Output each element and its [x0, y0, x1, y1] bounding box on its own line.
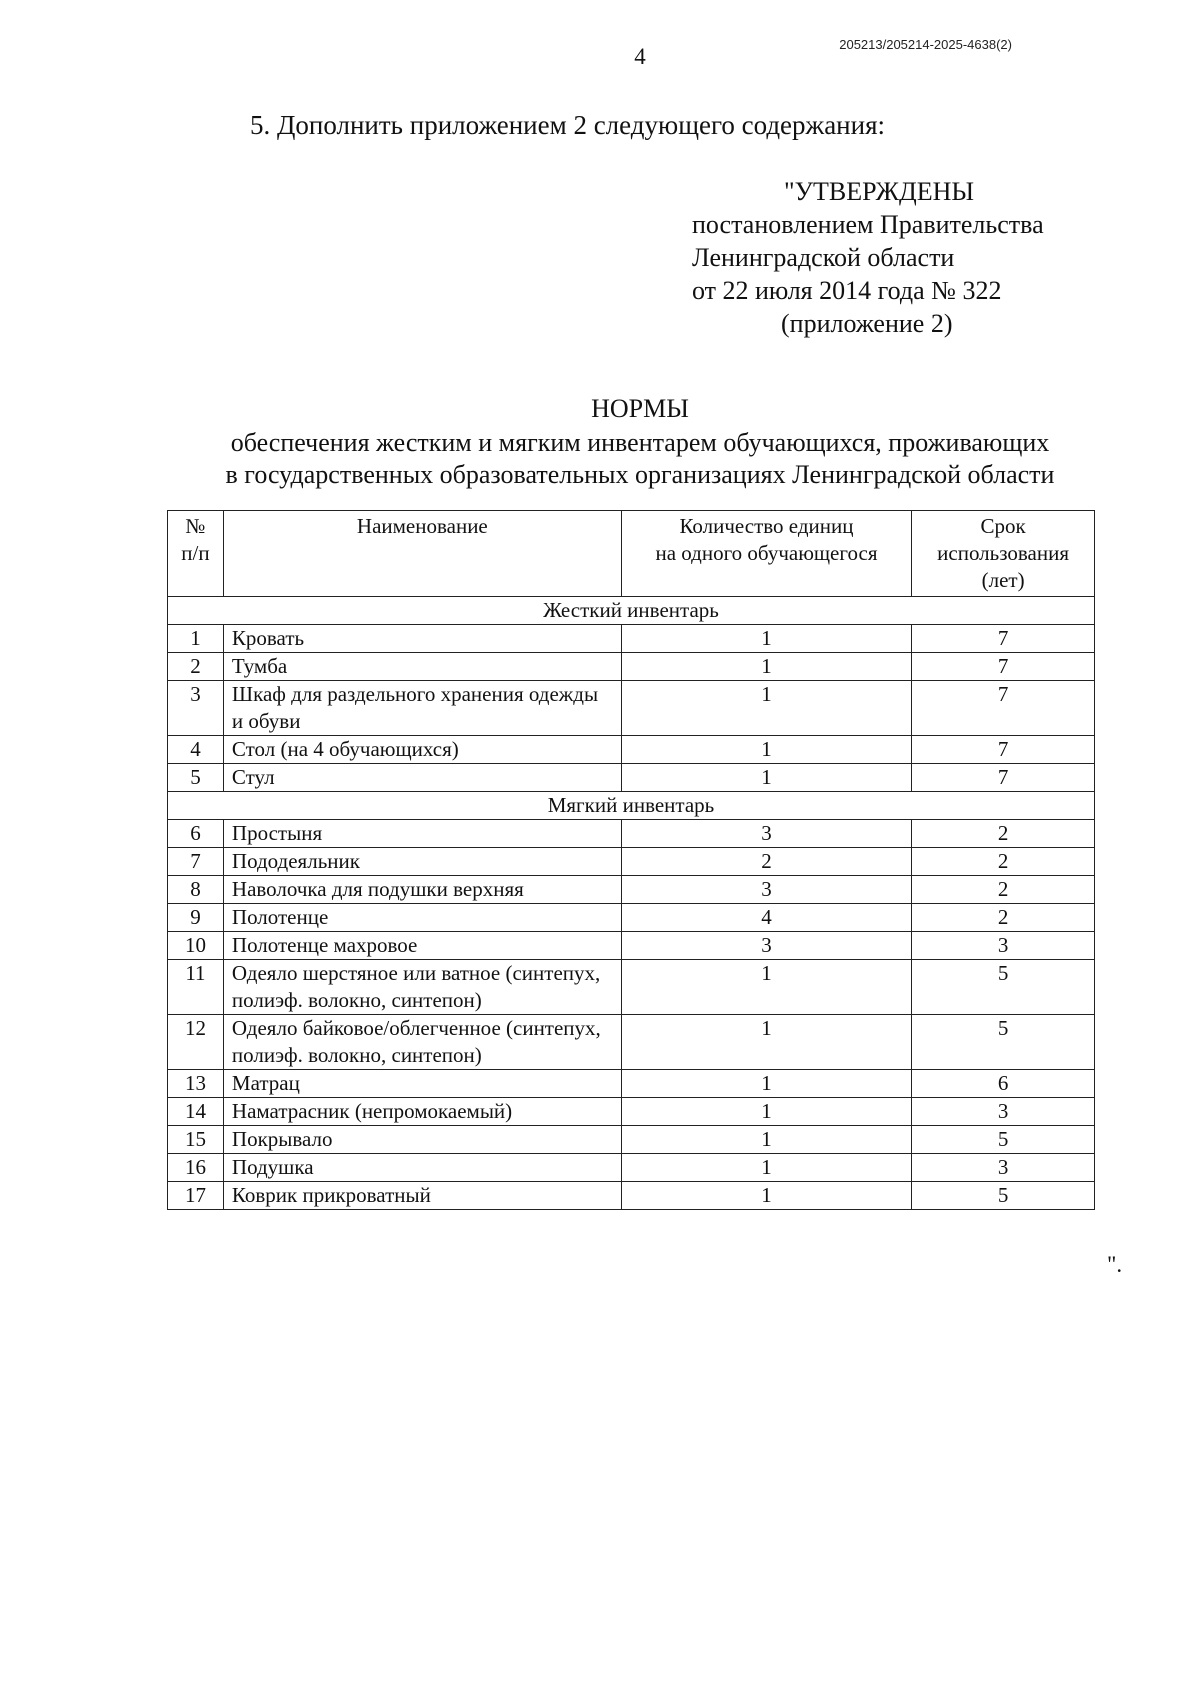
header-qty — [621, 511, 911, 597]
section-row — [168, 792, 1095, 820]
cell-name: Пододеяльник — [223, 848, 621, 876]
cell-name: Полотенце — [223, 904, 621, 932]
cell-term: 7 — [912, 653, 1095, 681]
table-row — [168, 1126, 1095, 1154]
cell-name: Матрац — [223, 1070, 621, 1098]
table-row — [168, 625, 1095, 653]
header-num — [168, 511, 224, 597]
cell-name: Покрывало — [223, 1126, 621, 1154]
cell-qty: 1 — [621, 1126, 911, 1154]
table-row — [168, 764, 1095, 792]
cell-name: Стол (на 4 обучающихся) — [223, 736, 621, 764]
subtitle-line-2: в государственных образовательных организациях Ленинградской области — [225, 460, 1055, 489]
cell-num: 6 — [168, 820, 224, 848]
approval-line-5: (приложение 2) — [781, 309, 953, 338]
cell-qty: 4 — [621, 904, 911, 932]
cell-name: Одеяло шерстяное или ватное (синтепух, полиэф. волокно, синтепон) — [223, 960, 621, 1015]
cell-qty: 1 — [621, 1182, 911, 1210]
cell-num: 7 — [168, 848, 224, 876]
cell-name: Наволочка для подушки верхняя — [223, 876, 621, 904]
cell-qty: 1 — [621, 764, 911, 792]
document-subtitle — [0, 427, 1200, 491]
table-row — [168, 1182, 1095, 1210]
table-body — [168, 597, 1095, 1210]
cell-term: 2 — [912, 820, 1095, 848]
cell-num: 4 — [168, 736, 224, 764]
cell-term: 6 — [912, 1070, 1095, 1098]
header-term-line-2: использования — [937, 541, 1069, 565]
cell-name: Стул — [223, 764, 621, 792]
cell-qty: 1 — [621, 736, 911, 764]
header-qty-line-1: Количество единиц — [679, 514, 854, 538]
cell-num: 17 — [168, 1182, 224, 1210]
cell-term: 3 — [912, 1154, 1095, 1182]
document-code: 205213/205214-2025-4638(2) — [839, 37, 1012, 52]
cell-qty: 1 — [621, 1070, 911, 1098]
table-row — [168, 848, 1095, 876]
cell-num: 10 — [168, 932, 224, 960]
header-term-line-3: (лет) — [981, 568, 1025, 592]
table-row — [168, 1098, 1095, 1126]
cell-term: 7 — [912, 764, 1095, 792]
approval-line-3: Ленинградской области — [692, 243, 955, 272]
header-term-line-1: Срок — [980, 514, 1026, 538]
cell-num: 9 — [168, 904, 224, 932]
approval-line-1: "УТВЕРЖДЕНЫ — [784, 177, 975, 206]
cell-term: 5 — [912, 1182, 1095, 1210]
cell-num: 15 — [168, 1126, 224, 1154]
header-qty-line-2: на одного обучающегося — [655, 541, 878, 565]
cell-term: 3 — [912, 1098, 1095, 1126]
header-num-line-1: № — [185, 514, 206, 538]
approval-line-2: постановлением Правительства — [692, 210, 1044, 239]
cell-num: 16 — [168, 1154, 224, 1182]
cell-num: 2 — [168, 653, 224, 681]
cell-name: Одеяло байковое/облегченное (синтепух, полиэф. волокно, синтепон) — [223, 1015, 621, 1070]
cell-qty: 1 — [621, 1015, 911, 1070]
cell-name: Наматрасник (непромокаемый) — [223, 1098, 621, 1126]
cell-num: 11 — [168, 960, 224, 1015]
section-title: Жесткий инвентарь — [168, 597, 1095, 625]
cell-term: 2 — [912, 904, 1095, 932]
table-row — [168, 681, 1095, 736]
cell-term: 3 — [912, 932, 1095, 960]
cell-num: 5 — [168, 764, 224, 792]
cell-name: Полотенце махровое — [223, 932, 621, 960]
cell-num: 8 — [168, 876, 224, 904]
cell-num: 12 — [168, 1015, 224, 1070]
table-row — [168, 653, 1095, 681]
cell-term: 2 — [912, 876, 1095, 904]
cell-name: Шкаф для раздельного хранения одежды и обуви — [223, 681, 621, 736]
cell-qty: 1 — [621, 653, 911, 681]
cell-qty: 1 — [621, 681, 911, 736]
table-row — [168, 736, 1095, 764]
cell-name: Тумба — [223, 653, 621, 681]
section-row — [168, 597, 1095, 625]
page-number: 4 — [634, 44, 646, 69]
cell-term: 2 — [912, 848, 1095, 876]
cell-qty: 3 — [621, 820, 911, 848]
header-name — [223, 511, 621, 597]
table-row — [168, 1154, 1095, 1182]
cell-qty: 1 — [621, 625, 911, 653]
cell-qty: 1 — [621, 1098, 911, 1126]
cell-qty: 3 — [621, 876, 911, 904]
cell-num: 3 — [168, 681, 224, 736]
approval-line-4: от 22 июля 2014 года № 322 — [692, 276, 1002, 305]
subtitle-line-1: обеспечения жестким и мягким инвентарем обучающихся, проживающих — [230, 428, 1050, 457]
cell-term: 7 — [912, 625, 1095, 653]
table-row — [168, 1015, 1095, 1070]
cell-num: 14 — [168, 1098, 224, 1126]
table-row — [168, 932, 1095, 960]
table-row — [168, 904, 1095, 932]
cell-term: 5 — [912, 960, 1095, 1015]
cell-term: 5 — [912, 1015, 1095, 1070]
table-row — [168, 820, 1095, 848]
cell-qty: 1 — [621, 1154, 911, 1182]
cell-name: Кровать — [223, 625, 621, 653]
table-header-row — [168, 511, 1095, 597]
cell-term: 7 — [912, 681, 1095, 736]
intro-paragraph: 5. Дополнить приложением 2 следующего содержания: — [250, 110, 886, 140]
document-title: НОРМЫ — [591, 394, 689, 423]
table-row — [168, 876, 1095, 904]
header-name-text: Наименование — [356, 514, 488, 538]
table-row — [168, 960, 1095, 1015]
cell-qty: 2 — [621, 848, 911, 876]
cell-term: 5 — [912, 1126, 1095, 1154]
section-title: Мягкий инвентарь — [168, 792, 1095, 820]
cell-qty: 1 — [621, 960, 911, 1015]
cell-qty: 3 — [621, 932, 911, 960]
table-row — [168, 1070, 1095, 1098]
closing-quote: ". — [1107, 1252, 1123, 1277]
cell-num: 13 — [168, 1070, 224, 1098]
cell-term: 7 — [912, 736, 1095, 764]
approval-block — [692, 175, 1044, 340]
cell-name: Коврик прикроватный — [223, 1182, 621, 1210]
cell-name: Простыня — [223, 820, 621, 848]
cell-num: 1 — [168, 625, 224, 653]
norms-table — [167, 510, 1095, 1210]
cell-name: Подушка — [223, 1154, 621, 1182]
header-term — [912, 511, 1095, 597]
header-num-line-2: п/п — [181, 541, 210, 565]
